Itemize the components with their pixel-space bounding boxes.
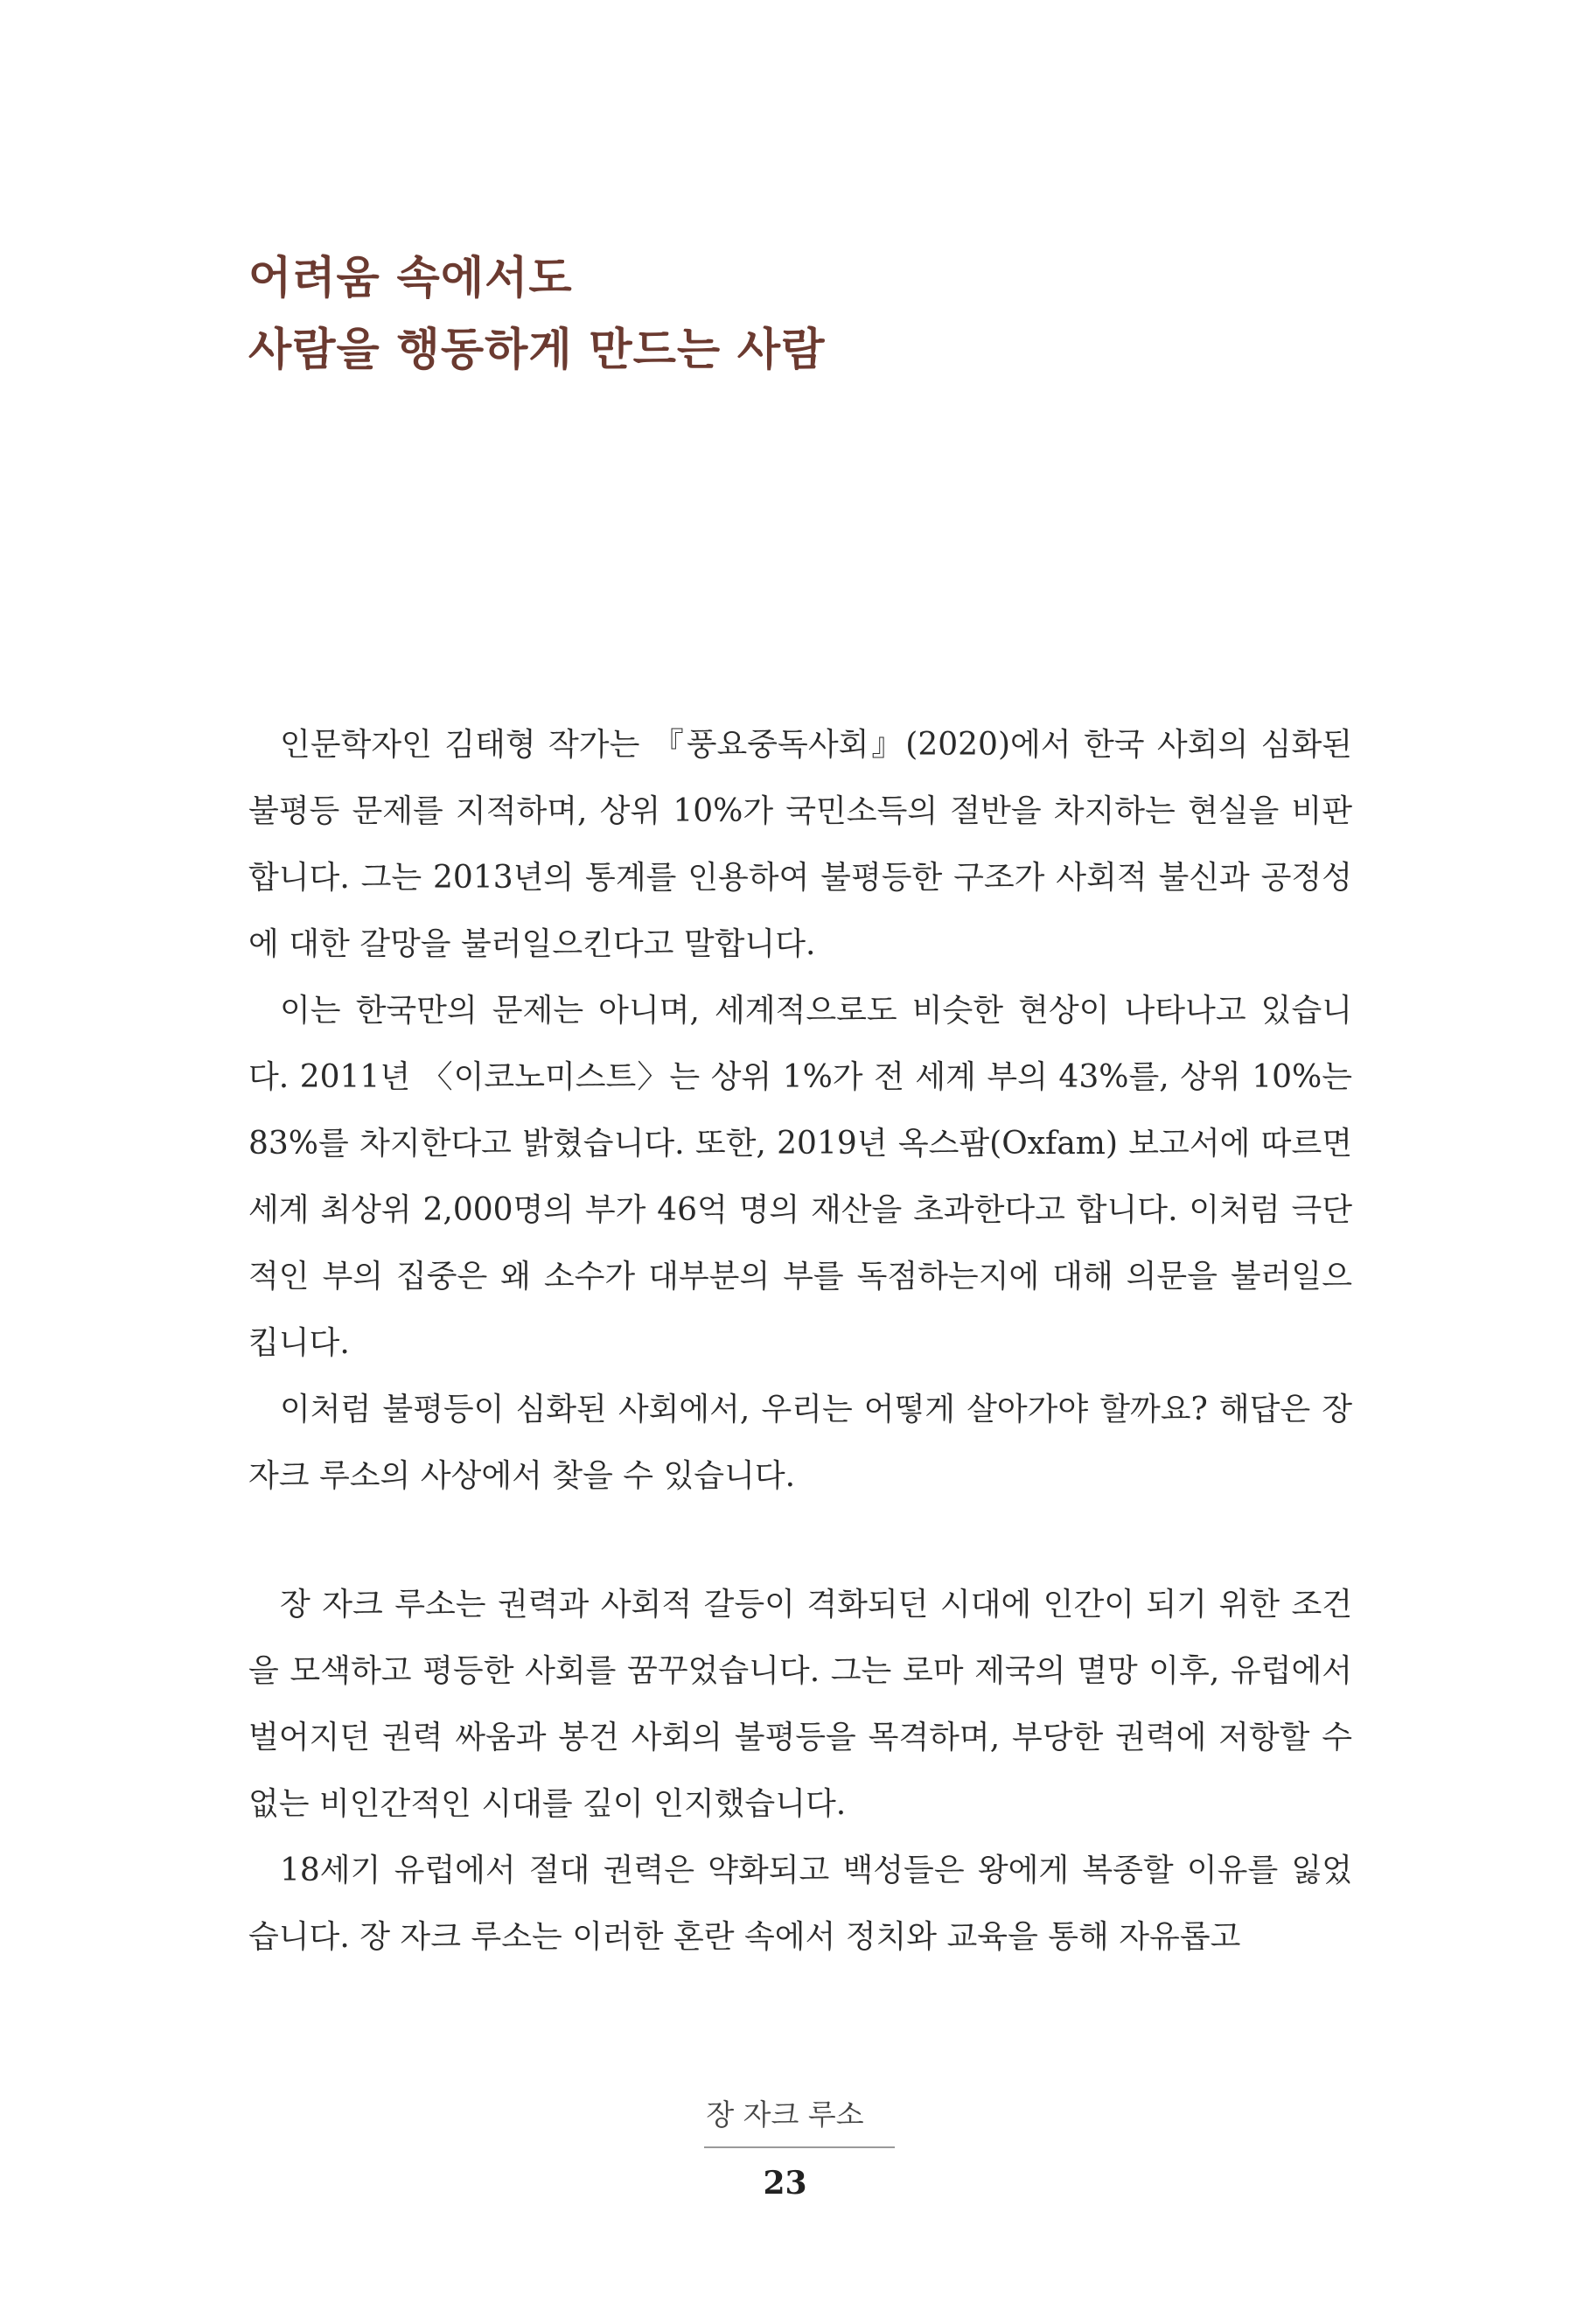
footer-divider: [704, 2146, 895, 2148]
paragraph: 인문학자인 김태형 작가는 『풍요중독사회』(2020)에서 한국 사회의 심화된 불평등 문제를 지적하며, 상위 10%가 국민소득의 절반을 차지하는 현실을 비판합니다. 그는 2013년의 통계를 인용하여 불평등한 구조가 사회적 불신과 공정성에 대한 갈망을 불러일으킨다고 말합니다.: [248, 727, 1352, 962]
body-section-2: [248, 1572, 1352, 1971]
chapter-heading: [248, 243, 825, 387]
running-footer-title: 장 자크 루소: [706, 2097, 864, 2132]
body-section-1: [248, 712, 1352, 1510]
paragraph: 이는 한국만의 문제는 아니며, 세계적으로도 비슷한 현상이 나타나고 있습니다. 2011년 〈이코노미스트〉는 상위 1%가 전 세계 부의 43%를, 상위 10%는 83%를 차지한다고 밝혔습니다. 또한, 2019년 옥스팜(Oxfam) 보고서에 따르면 세계 최상위 2,000명의 부가 46억 명의 재산을 초과한다고 합니다. 이처럼 극단적인 부의 집중은 왜 소수가 대부분의 부를 독점하는지에 대해 의문을 불러일으킵니다.: [248, 993, 1352, 1361]
chapter-heading-line-2: 사람을 행동하게 만드는 사람: [248, 325, 826, 376]
paragraph: 장 자크 루소는 권력과 사회적 갈등이 격화되던 시대에 인간이 되기 위한 조건을 모색하고 평등한 사회를 꿈꾸었습니다. 그는 로마 제국의 멸망 이후, 유럽에서 벌어지던 권력 싸움과 봉건 사회의 불평등을 목격하며, 부당한 권력에 저항할 수 없는 비인간적인 시대를 깊이 인지했습니다.: [248, 1587, 1352, 1822]
paragraph: 18세기 유럽에서 절대 권력은 약화되고 백성들은 왕에게 복종할 이유를 잃었습니다. 장 자크 루소는 이러한 혼란 속에서 정치와 교육을 통해 자유롭고: [248, 1853, 1352, 1955]
paragraph: 이처럼 불평등이 심화된 사회에서, 우리는 어떻게 살아가야 할까요? 해답은 장 자크 루소의 사상에서 찾을 수 있습니다.: [248, 1392, 1352, 1494]
chapter-heading-line-1: 어려움 속에서도: [248, 253, 573, 304]
page-number: 23: [763, 2165, 807, 2202]
